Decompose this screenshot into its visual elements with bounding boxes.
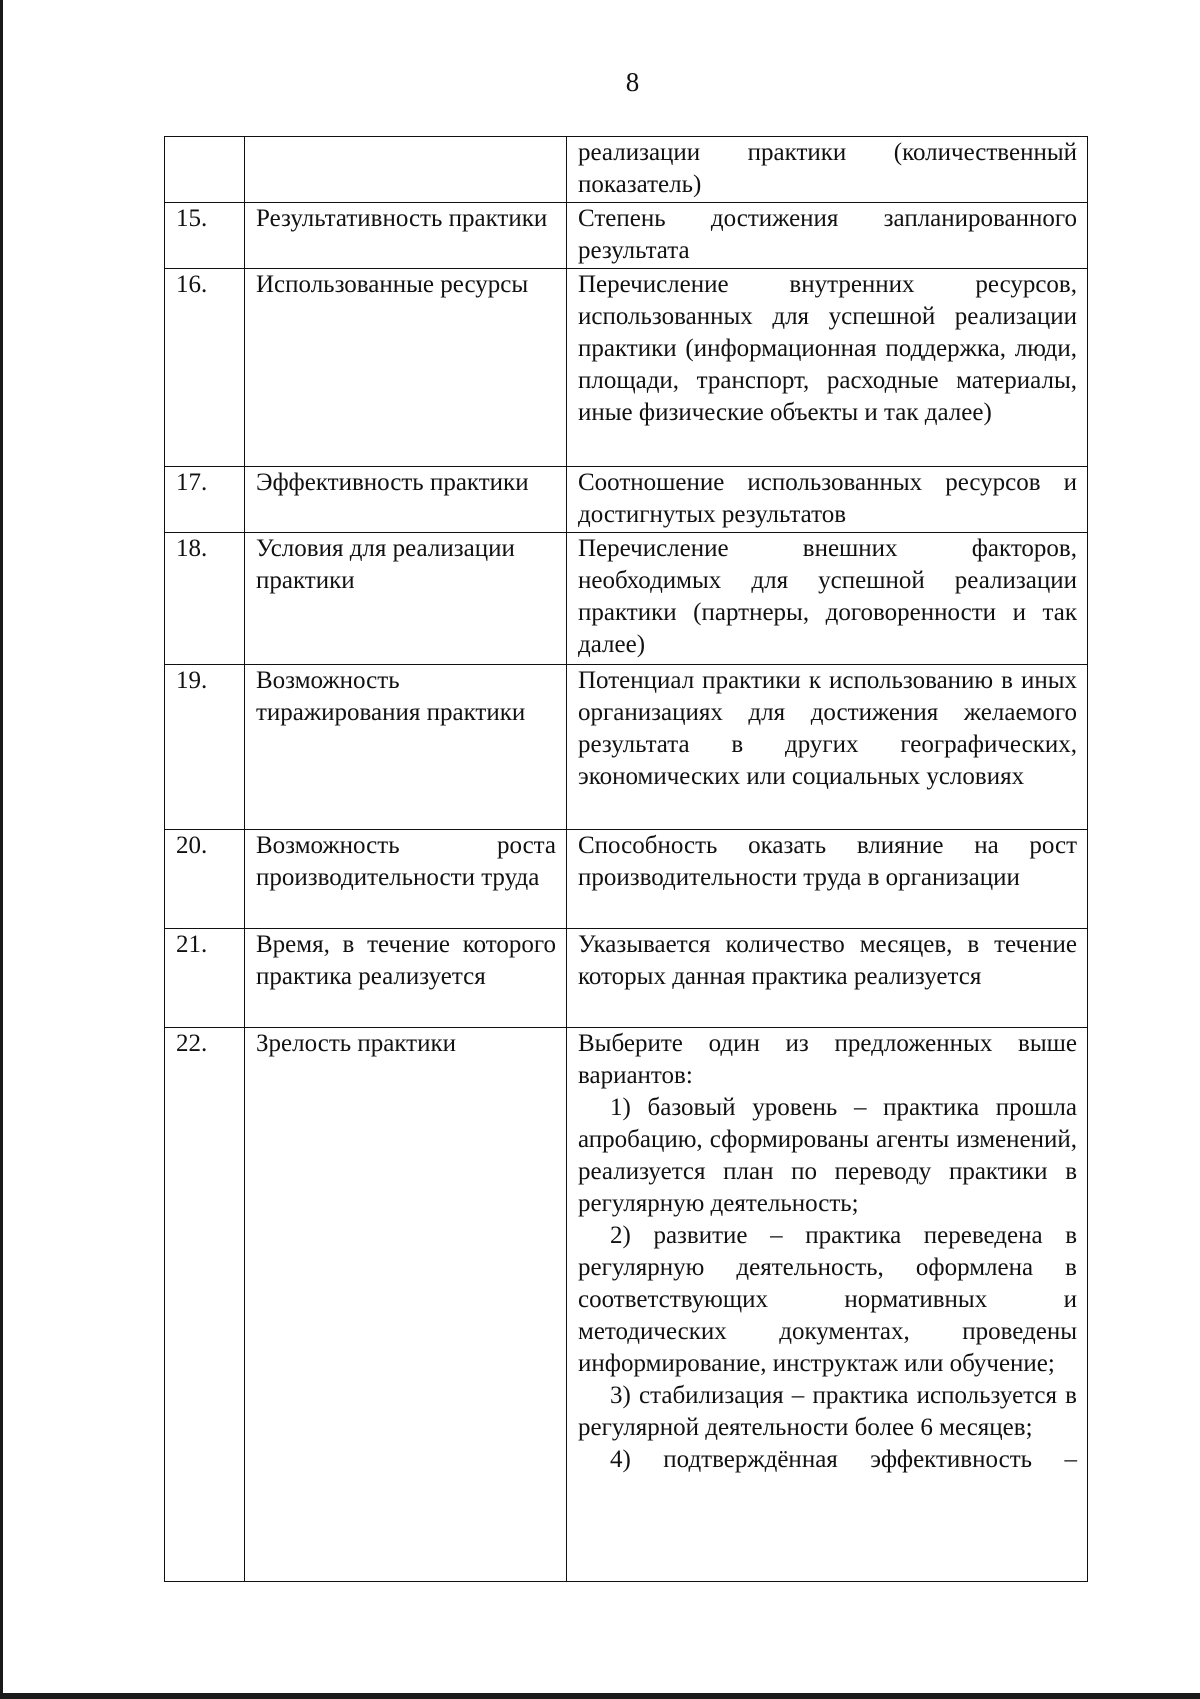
scan-edge-left [0,0,3,1699]
row-description: Указывается количество месяцев, в течение которых данная практика реализуется [567,929,1088,1028]
maturity-option: 1) базовый уровень – практика прошла апробацию, сформированы агенты изменений, реализуется план по переводу практики в регулярную деятельность; [578,1094,1077,1217]
maturity-option: 4) подтверждённая эффективность – [610,1446,1077,1473]
maturity-intro: Выберите один из предложенных выше вариантов: [578,1030,1077,1089]
row-number: 17. [165,467,245,533]
scan-edge-bottom [0,1693,1200,1699]
row-number [165,137,245,203]
row-name: Зрелость практики [245,1028,567,1582]
criteria-table [164,136,1088,1582]
table-row [165,203,1088,269]
row-description: реализации практики (количественный показатель) [567,137,1088,203]
row-name: Возможность тиражирования практики [245,665,567,830]
row-description: Перечисление внутренних ресурсов, использованных для успешной реализации практики (информационная поддержка, люди, площади, транспорт, расходные материалы, иные физические объекты и так далее) [567,269,1088,467]
row-description: Степень достижения запланированного результата [567,203,1088,269]
row-name: Возможность роста производительности труда [245,830,567,929]
row-number: 19. [165,665,245,830]
table-row-maturity [165,1028,1088,1582]
row-name: Эффективность практики [245,467,567,533]
table-row [165,269,1088,467]
table-row [165,929,1088,1028]
row-number: 20. [165,830,245,929]
table-row [165,665,1088,830]
table-row [165,533,1088,665]
row-name: Время, в течение которого практика реализуется [245,929,567,1028]
row-number: 15. [165,203,245,269]
row-name [245,137,567,203]
row-description: Соотношение использованных ресурсов и достигнутых результатов [567,467,1088,533]
table-row-continuation [165,137,1088,203]
row-name: Условия для реализации практики [245,533,567,665]
row-number: 22. [165,1028,245,1582]
row-number: 18. [165,533,245,665]
row-number: 21. [165,929,245,1028]
row-description: Способность оказать влияние на рост производительности труда в организации [567,830,1088,929]
row-description: Потенциал практики к использованию в иных организациях для достижения желаемого результата в других географических, экономических или социальных условиях [567,665,1088,830]
row-name: Результативность практики [245,203,567,269]
maturity-option: 2) развитие – практика переведена в регулярную деятельность, оформлена в соответствующих нормативных и методических документах, проведены информирование, инструктаж или обучение; [578,1222,1077,1377]
row-name: Использованные ресурсы [245,269,567,467]
maturity-option: 3) стабилизация – практика используется в регулярной деятельности более 6 месяцев; [578,1382,1077,1441]
table-row [165,467,1088,533]
table-row [165,830,1088,929]
page-number: 8 [625,67,640,97]
row-number: 16. [165,269,245,467]
row-description: Перечисление внешних факторов, необходимых для успешной реализации практики (партнеры, договоренности и так далее) [567,533,1088,665]
maturity-description [567,1028,1088,1582]
